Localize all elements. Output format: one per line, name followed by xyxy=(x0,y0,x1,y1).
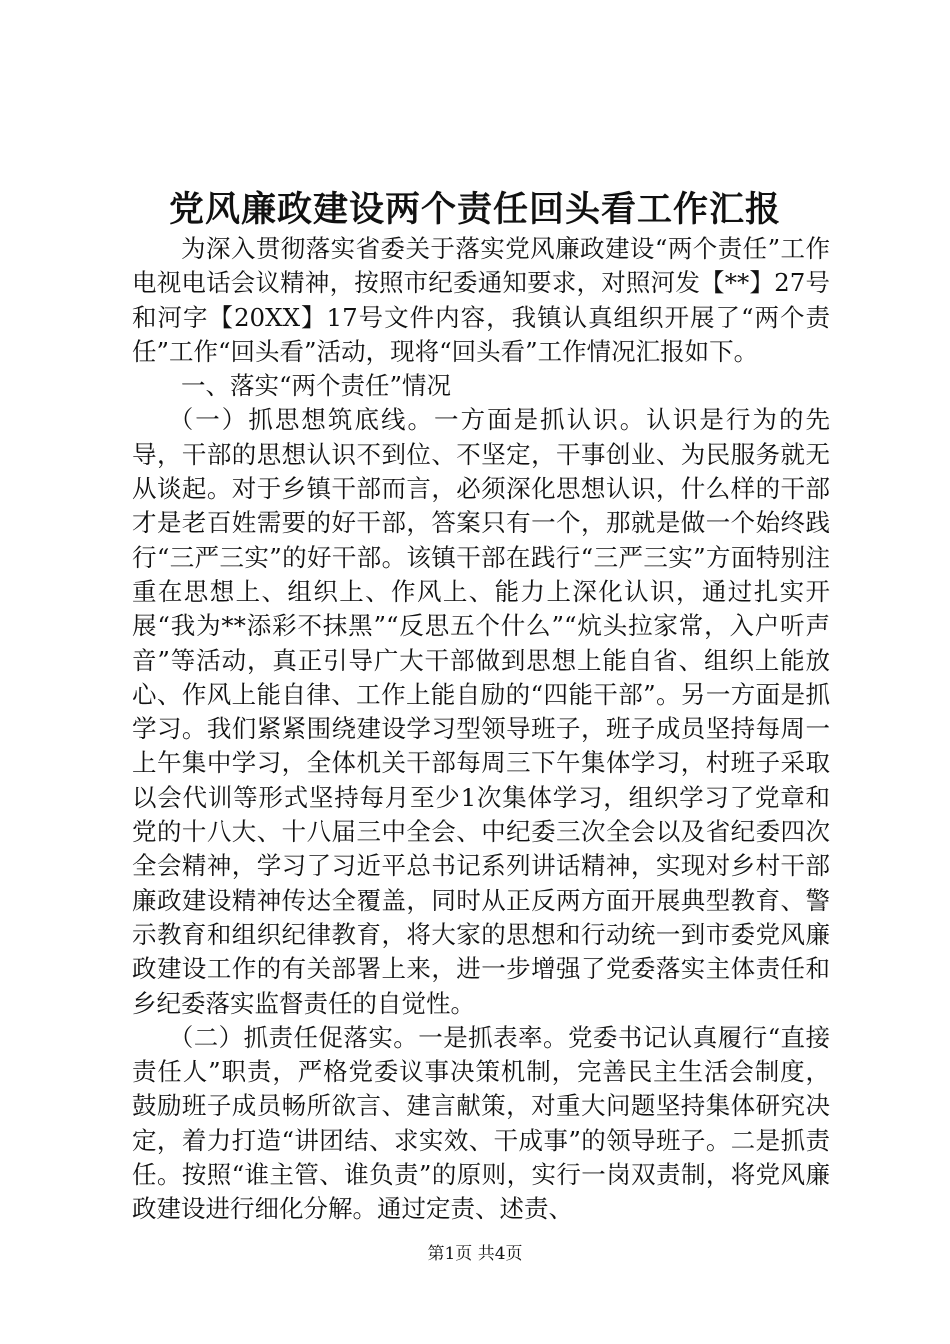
document-title: 党风廉政建设两个责任回头看工作汇报 xyxy=(168,189,781,230)
page-footer: 第1页 共4页 xyxy=(427,1244,523,1264)
intro-paragraph: 为深入贯彻落实省委关于落实党风廉政建设“两个责任”工作电视电话会议精神，按照市纪委通知要求，对照河发【**】27号和河字【20XX】17号文件内容，我镇认真组织开展了“两个责任”工作“回头看”活动，现将“回头看”工作情况汇报如下。 xyxy=(132,234,830,366)
body-paragraph: （二）抓责任促落实。一是抓表率。党委书记认真履行“直接责任人”职责，严格党委议事决策机制，完善民主生活会制度，鼓励班子成员畅所欲言、建言献策，对重大问题坚持集体研究决定，着力打造“讲团结、求实效、干成事”的领导班子。二是抓责任。按照“谁主管、谁负责”的原则，实行一岗双责制，将党风廉政建设进行细化分解。通过定责、述责、 xyxy=(132,1022,830,1224)
body-paragraph: （一）抓思想筑底线。一方面是抓认识。认识是行为的先导，干部的思想认识不到位、不坚定，干事创业、为民服务就无从谈起。对于乡镇干部而言，必须深化思想认识，什么样的干部才是老百姓需要的好干部，答案只有一个，那就是做一个始终践行“三严三实”的好干部。该镇干部在践行“三严三实”方面特别注重在思想上、组织上、作风上、能力上深化认识，通过扎实开展“我为**添彩不抹黑”“反思五个什么”“炕头拉家常，入户听声音”等活动，真正引导广大干部做到思想上能自省、组织上能放心、作风上能自律、工作上能自励的“四能干部”。另一方面是抓学习。我们紧紧围绕建设学习型领导班子，班子成员坚持每周一上午集中学习，全体机关干部每周三下午集体学习，村班子采取以会代训等形式坚持每月至少1次集体学习，组织学习了党章和党的十八大、十八届三中全会、中纪委三次全会以及省纪委四次全会精神，学习了习近平总书记系列讲话精神，实现对乡村干部廉政建设精神传达全覆盖，同时从正反两方面开展典型教育、警示教育和组织纪律教育，将大家的思想和行动统一到市委党风廉政建设工作的有关部署上来，进一步增强了党委落实主体责任和乡纪委落实监督责任的自觉性。 xyxy=(132,405,830,1018)
section-heading: 一、落实“两个责任”情况 xyxy=(181,371,452,401)
document-body xyxy=(132,232,830,1227)
